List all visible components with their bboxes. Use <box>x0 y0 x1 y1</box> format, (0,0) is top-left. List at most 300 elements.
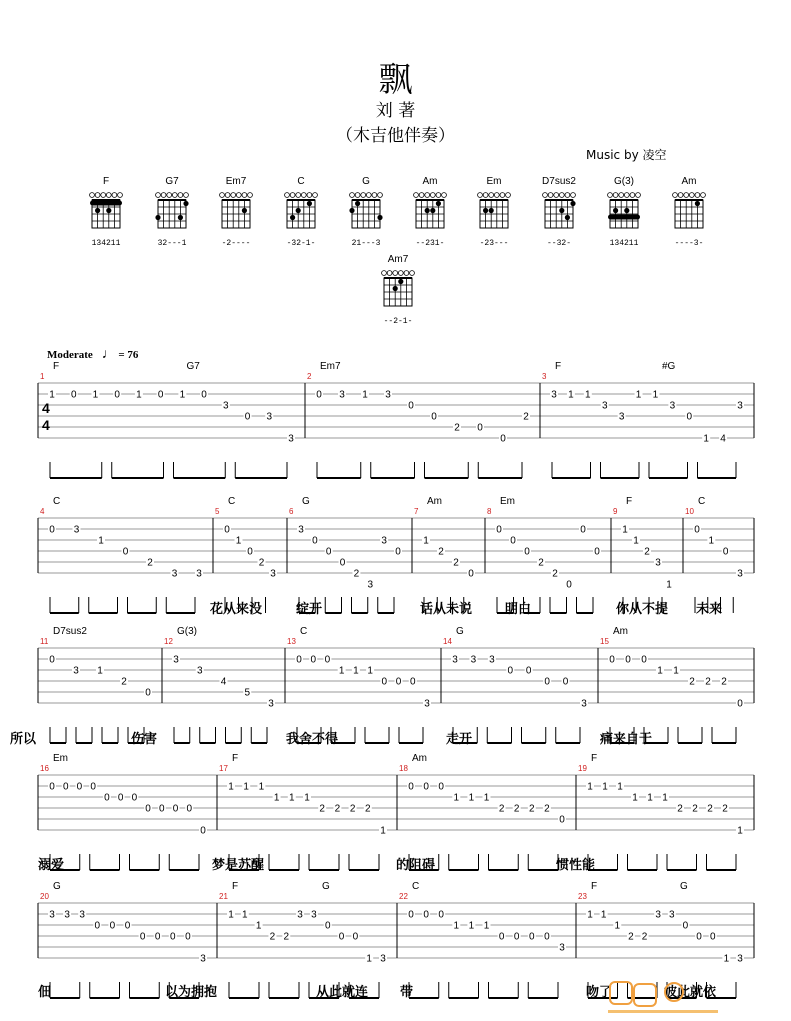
fret-number: 0 <box>694 524 700 536</box>
fret-number: 2 <box>349 803 356 815</box>
fret-number: 1 <box>635 389 642 401</box>
measure-number: 6 <box>289 507 294 516</box>
measure-chord: Em <box>53 753 68 764</box>
fret-number: 0 <box>49 524 55 536</box>
fret-number: 3 <box>381 535 387 547</box>
fret-number: 1 <box>98 535 104 547</box>
measure-number: 10 <box>685 507 694 516</box>
fret-number: 3 <box>470 654 477 666</box>
fret-number: 0 <box>513 931 520 943</box>
fret-number: 1 <box>666 579 672 591</box>
fret-number: 1 <box>453 792 460 804</box>
fret-number: 2 <box>523 411 529 423</box>
measure-chord: Am <box>613 626 628 637</box>
fret-number: 1 <box>338 665 345 677</box>
fret-number: 0 <box>544 931 550 943</box>
fret-number: 3 <box>424 698 430 710</box>
measure-number: 1 <box>40 372 45 381</box>
fret-number: 3 <box>223 400 229 412</box>
fret-number: 3 <box>171 568 178 580</box>
fret-number: 1 <box>362 389 368 401</box>
chord-name: Em7 <box>225 176 247 187</box>
fret-number: 1 <box>380 825 386 837</box>
fret-number: 3 <box>380 953 386 965</box>
fret-number: 1 <box>600 909 607 921</box>
chord-fingering: -23--- <box>479 239 509 248</box>
fret-number: 0 <box>562 676 569 688</box>
fret-number: 0 <box>524 546 530 558</box>
chord-fingering: --32- <box>546 239 571 248</box>
fret-number: 3 <box>270 568 276 580</box>
music-credit: Music by 凌空 <box>586 148 667 162</box>
fret-number: 0 <box>316 389 322 401</box>
fret-number: 3 <box>737 953 743 965</box>
fret-number: 0 <box>114 389 120 401</box>
fret-number: 1 <box>242 909 248 921</box>
fret-number: 0 <box>696 931 702 943</box>
fret-number: 2 <box>641 931 648 943</box>
lyric-text: 伤害 <box>131 732 158 747</box>
fret-number: 1 <box>92 389 99 401</box>
fret-number: 2 <box>353 568 360 580</box>
measure-number: 15 <box>600 637 609 646</box>
fret-number: 0 <box>423 909 429 921</box>
fret-number: 2 <box>529 803 535 815</box>
tempo-label: Moderate <box>47 349 93 361</box>
fret-number: 0 <box>525 665 532 677</box>
fret-number: 0 <box>172 803 179 815</box>
fret-number: 2 <box>319 803 325 815</box>
fret-number: 2 <box>269 931 276 943</box>
measure-chord: F <box>232 881 239 892</box>
fret-number: 0 <box>325 546 332 558</box>
fret-number: 0 <box>94 920 101 932</box>
fret-number: 2 <box>692 803 698 815</box>
measure-chord: F <box>53 361 60 372</box>
fret-number: 3 <box>173 654 179 666</box>
measure-number: 3 <box>542 372 547 381</box>
lyric-text: 所以 <box>10 732 37 747</box>
fret-number: 0 <box>352 931 359 943</box>
lyric-text: 我舍不得 <box>286 732 339 747</box>
lyric-text: 以为拥抱 <box>165 985 218 1000</box>
fret-number: 2 <box>453 557 459 569</box>
fret-number: 3 <box>669 400 676 412</box>
measure-number: 11 <box>40 637 49 646</box>
fret-number: 3 <box>669 909 675 921</box>
measure-number: 18 <box>399 764 408 773</box>
measure-chord: C <box>300 626 308 637</box>
chord-fingering: -32-1- <box>286 239 316 248</box>
fret-number: 0 <box>122 546 129 558</box>
measure-number: 7 <box>414 507 419 516</box>
fret-number: 3 <box>559 942 565 954</box>
fret-number: 2 <box>705 676 711 688</box>
fret-number: 2 <box>147 557 153 569</box>
fret-number: 1 <box>723 953 730 965</box>
fret-number: 0 <box>49 781 55 793</box>
measure-number: 14 <box>443 637 452 646</box>
fret-number: 2 <box>283 931 290 943</box>
lyric-text: 梦是苏醒 <box>212 858 265 873</box>
lyric-text: 彼此就依 <box>664 985 717 1000</box>
fret-number: 2 <box>644 546 650 558</box>
fret-number: 0 <box>62 781 69 793</box>
chord-fingering: --2-1- <box>383 317 413 326</box>
measure-chord: G <box>456 626 464 637</box>
fret-number: 3 <box>266 411 273 423</box>
lyric-text: 明白 <box>505 602 532 617</box>
lyric-text: 的阻碍 <box>396 858 436 873</box>
fret-number: 0 <box>408 909 414 921</box>
fret-number: 2 <box>721 676 727 688</box>
fret-number: 3 <box>618 411 625 423</box>
measure-chord: F <box>591 753 598 764</box>
fret-number: 4 <box>220 676 227 688</box>
measure-number: 5 <box>215 507 220 516</box>
fret-number: 3 <box>200 953 206 965</box>
fret-number: 1 <box>673 665 679 677</box>
fret-number: 1 <box>632 792 638 804</box>
fret-number: 1 <box>258 781 265 793</box>
fret-number: 1 <box>657 665 663 677</box>
chord-fingering: 134211 <box>609 239 639 248</box>
fret-number: 1 <box>617 781 623 793</box>
fret-number: 1 <box>652 389 659 401</box>
measure-number: 21 <box>219 892 228 901</box>
measure-chord: C <box>53 496 61 507</box>
fret-number: 1 <box>255 920 262 932</box>
fret-number: 0 <box>170 931 176 943</box>
fret-number: 2 <box>258 557 265 569</box>
fret-number: 0 <box>109 920 116 932</box>
measure-number: 2 <box>307 372 312 381</box>
fret-number: 1 <box>614 920 621 932</box>
fret-number: 2 <box>365 803 371 815</box>
chord-fingering: 32---1 <box>157 239 187 248</box>
fret-number: 0 <box>682 920 689 932</box>
fret-number: 0 <box>686 411 693 423</box>
fret-number: 3 <box>288 433 294 445</box>
measure-number: 16 <box>40 764 49 773</box>
fret-number: 0 <box>408 781 414 793</box>
watermark-logo <box>604 976 734 1016</box>
time-sig-top: 4 <box>42 400 50 416</box>
fret-number: 2 <box>544 803 550 815</box>
song-author: 刘 著 <box>375 101 416 121</box>
fret-number: 0 <box>496 524 502 536</box>
lyric-text: 走开 <box>446 732 473 747</box>
fret-number: 0 <box>722 546 729 558</box>
fret-number: 1 <box>587 909 593 921</box>
fret-number: 0 <box>559 814 565 826</box>
fret-number: 3 <box>655 909 661 921</box>
lyric-text: 花从来没 <box>210 602 263 617</box>
fret-number: 1 <box>483 792 490 804</box>
fret-number: 1 <box>585 389 591 401</box>
fret-number: 1 <box>289 792 295 804</box>
fret-number: 2 <box>438 546 444 558</box>
fret-number: 0 <box>709 931 716 943</box>
fret-number: 0 <box>477 422 483 434</box>
fret-number: 2 <box>628 931 634 943</box>
fret-number: 0 <box>580 524 586 536</box>
quarter-note-icon: ♩ <box>101 347 116 362</box>
fret-number: 2 <box>677 803 683 815</box>
fret-number: 3 <box>601 400 608 412</box>
fret-number: 0 <box>500 433 506 445</box>
chord-fingering: -2---- <box>221 239 251 248</box>
fret-number: 0 <box>438 781 444 793</box>
fret-number: 0 <box>423 781 429 793</box>
measure-chord: G <box>680 881 688 892</box>
chord-name: F <box>102 176 110 187</box>
fret-number: 2 <box>454 422 460 434</box>
fret-number: 0 <box>224 524 230 536</box>
fret-number: 0 <box>124 920 131 932</box>
fret-number: 3 <box>64 909 70 921</box>
fret-number: 0 <box>104 792 110 804</box>
fret-number: 1 <box>49 389 55 401</box>
fret-number: 0 <box>324 920 331 932</box>
fret-number: 0 <box>186 803 193 815</box>
fret-number: 3 <box>385 389 391 401</box>
fret-number: 0 <box>510 535 516 547</box>
fret-number: 0 <box>200 825 206 837</box>
fret-number: 1 <box>633 535 639 547</box>
fret-number: 0 <box>395 676 402 688</box>
fret-number: 3 <box>49 909 55 921</box>
fret-number: 0 <box>247 546 253 558</box>
measure-chord: C <box>228 496 236 507</box>
measure-number: 23 <box>578 892 587 901</box>
fret-number: 1 <box>568 389 574 401</box>
lyric-text: 带 <box>400 985 414 1000</box>
chord-name: G(3) <box>614 176 634 187</box>
fret-number: 1 <box>602 781 608 793</box>
fret-number: 0 <box>145 687 151 699</box>
fret-number: 3 <box>452 654 458 666</box>
measure-chord: C <box>412 881 420 892</box>
fret-number: 0 <box>408 400 414 412</box>
fret-number: 3 <box>581 698 587 710</box>
fret-number: 0 <box>145 803 151 815</box>
fret-number: 0 <box>185 931 191 943</box>
fret-number: 1 <box>235 535 242 547</box>
fret-number: 0 <box>409 676 416 688</box>
fret-number: 0 <box>381 676 388 688</box>
lyric-text: 佃 <box>38 985 52 1000</box>
chord-name: Am7 <box>387 254 409 265</box>
fret-number: 5 <box>244 687 251 699</box>
fret-number: 0 <box>566 579 572 591</box>
measure-chord: #G <box>662 361 676 372</box>
fret-number: 0 <box>139 931 146 943</box>
fret-number: 1 <box>228 781 234 793</box>
fret-number: 0 <box>625 654 631 666</box>
fret-number: 0 <box>431 411 437 423</box>
fret-number: 1 <box>243 781 249 793</box>
fret-number: 1 <box>423 535 429 547</box>
measure-number: 13 <box>287 637 296 646</box>
lyric-text: 吻了 <box>586 985 613 1000</box>
fret-number: 0 <box>507 665 514 677</box>
chord-name: D7sus2 <box>542 176 576 187</box>
fret-number: 1 <box>737 825 743 837</box>
fret-number: 0 <box>324 654 331 666</box>
measure-chord: C <box>698 496 706 507</box>
fret-number: 0 <box>70 389 77 401</box>
fret-number: 0 <box>544 676 550 688</box>
fret-number: 0 <box>312 535 318 547</box>
fret-number: 3 <box>297 909 303 921</box>
chord-name: G <box>362 176 370 187</box>
fret-number: 3 <box>311 909 317 921</box>
lyric-text: 你从不提 <box>616 602 669 617</box>
measure-chord: G(3) <box>177 626 197 637</box>
fret-number: 1 <box>662 792 668 804</box>
fret-number: 0 <box>310 654 317 666</box>
fret-number: 1 <box>228 909 234 921</box>
song-subtitle: （木吉他伴奏） <box>336 126 455 146</box>
fret-number: 1 <box>708 535 715 547</box>
measure-chord: D7sus2 <box>53 626 87 637</box>
measure-number: 19 <box>578 764 587 773</box>
measure-number: 17 <box>219 764 228 773</box>
fret-number: 0 <box>90 781 96 793</box>
fret-number: 1 <box>647 792 653 804</box>
measure-number: 12 <box>164 637 173 646</box>
fret-number: 1 <box>304 792 310 804</box>
fret-number: 0 <box>594 546 600 558</box>
measure-chord: Am <box>412 753 427 764</box>
measure-chord: Em <box>500 496 515 507</box>
fret-number: 2 <box>513 803 520 815</box>
measure-chord: F <box>555 361 562 372</box>
fret-number: 0 <box>737 698 743 710</box>
measure-chord: G <box>322 881 330 892</box>
fret-number: 2 <box>552 568 558 580</box>
lyric-text: 绽开 <box>296 602 323 617</box>
fret-number: 0 <box>117 792 124 804</box>
fret-number: 3 <box>298 524 304 536</box>
fret-number: 3 <box>737 400 743 412</box>
fret-number: 2 <box>722 803 728 815</box>
fret-number: 0 <box>157 389 164 401</box>
fret-number: 1 <box>97 665 103 677</box>
fret-number: 1 <box>483 920 490 932</box>
measure-number: 20 <box>40 892 49 901</box>
fret-number: 1 <box>353 665 359 677</box>
fret-number: 1 <box>367 665 373 677</box>
fret-number: 1 <box>453 920 460 932</box>
fret-number: 1 <box>273 792 280 804</box>
fret-number: 1 <box>366 953 372 965</box>
fret-number: 3 <box>655 557 661 569</box>
fret-number: 1 <box>136 389 142 401</box>
fret-number: 3 <box>196 665 203 677</box>
fret-number: 0 <box>244 411 251 423</box>
lyric-text: 未来 <box>696 602 723 617</box>
fret-number: 2 <box>498 803 505 815</box>
fret-number: 0 <box>49 654 55 666</box>
fret-number: 2 <box>121 676 127 688</box>
measure-chord: F <box>232 753 239 764</box>
fret-number: 3 <box>551 389 557 401</box>
fret-number: 0 <box>438 909 444 921</box>
chord-name: C <box>297 176 305 187</box>
fret-number: 0 <box>296 654 302 666</box>
fret-number: 0 <box>468 568 474 580</box>
tempo-bpm: = 76 <box>118 349 139 361</box>
fret-number: 1 <box>468 792 475 804</box>
fret-number: 3 <box>268 698 274 710</box>
lyric-text: 从此就连 <box>316 985 369 1000</box>
fret-number: 0 <box>201 389 207 401</box>
fret-number: 2 <box>707 803 713 815</box>
chord-fingering: 21---3 <box>351 239 381 248</box>
fret-number: 0 <box>339 557 346 569</box>
fret-number: 1 <box>587 781 593 793</box>
fret-number: 0 <box>609 654 615 666</box>
measure-chord: F <box>591 881 598 892</box>
measure-chord: G <box>53 881 61 892</box>
fret-number: 0 <box>131 792 138 804</box>
fret-number: 0 <box>76 781 83 793</box>
lyric-text: 话从未说 <box>420 602 473 617</box>
lyric-text: 溺爱 <box>38 858 65 873</box>
measure-chord: Am <box>427 496 442 507</box>
measure-chord: G <box>302 496 310 507</box>
measure-number: 8 <box>487 507 492 516</box>
fret-number: 3 <box>73 524 80 536</box>
fret-number: 2 <box>689 676 695 688</box>
fret-number: 0 <box>395 546 401 558</box>
song-title: 飘 <box>378 60 413 100</box>
fret-number: 0 <box>159 803 165 815</box>
measure-chord: Em7 <box>320 361 341 372</box>
chord-name: Em <box>486 176 502 187</box>
fret-number: 2 <box>334 803 341 815</box>
fret-number: 3 <box>367 579 374 591</box>
fret-number: 3 <box>196 568 202 580</box>
fret-number: 1 <box>468 920 475 932</box>
fret-number: 3 <box>489 654 495 666</box>
lyric-text: 痛来自于 <box>600 732 653 747</box>
fret-number: 4 <box>720 433 726 445</box>
chord-name: Am <box>681 176 697 187</box>
chord-name: Am <box>422 176 438 187</box>
fret-number: 0 <box>529 931 535 943</box>
fret-number: 3 <box>339 389 345 401</box>
fret-number: 1 <box>703 433 709 445</box>
chord-fingering: ----3- <box>674 239 704 248</box>
fret-number: 0 <box>154 931 161 943</box>
fret-number: 1 <box>179 389 186 401</box>
fret-number: 2 <box>538 557 544 569</box>
time-sig-bottom: 4 <box>42 417 50 433</box>
measure-chord: F <box>626 496 633 507</box>
measure-chord: G7 <box>186 361 200 372</box>
chord-fingering: 134211 <box>91 239 121 248</box>
measure-number: 22 <box>399 892 408 901</box>
measure-number: 9 <box>613 507 618 516</box>
fret-number: 0 <box>498 931 505 943</box>
chord-name: G7 <box>165 176 179 187</box>
fret-number: 0 <box>338 931 345 943</box>
chord-fingering: --231- <box>415 239 445 248</box>
fret-number: 0 <box>641 654 647 666</box>
